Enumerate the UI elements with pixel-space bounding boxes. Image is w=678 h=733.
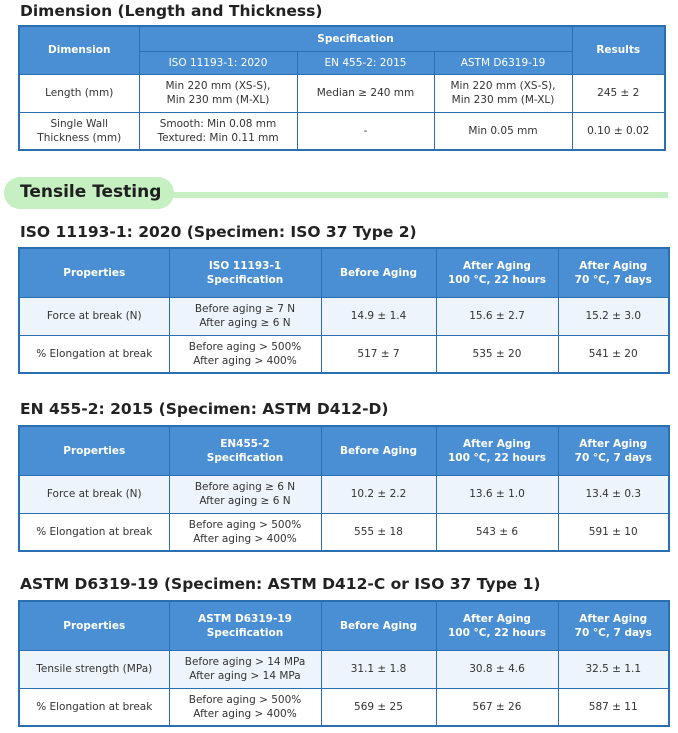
row-label: % Elongation at break: [19, 513, 169, 551]
before-value: 10.2 ± 2.2: [321, 475, 436, 513]
iso-value: Min 220 mm (XS-S), Min 230 mm (M-XL): [139, 74, 297, 112]
row-label: Tensile strength (MPa): [19, 650, 169, 688]
spec-value: Before aging ≥ 6 N After aging ≥ 6 N: [169, 475, 321, 513]
after100-value: 15.6 ± 2.7: [436, 297, 558, 335]
astm-value: Min 0.05 mm: [434, 112, 572, 150]
before-value: 555 ± 18: [321, 513, 436, 551]
row-label: % Elongation at break: [19, 335, 169, 373]
banner-line: [150, 192, 668, 198]
after-aging-70-header: After Aging 70 °C, 7 days: [558, 601, 669, 650]
specification-header: Specification: [139, 26, 572, 51]
after100-value: 543 ± 6: [436, 513, 558, 551]
after70-value: 15.2 ± 3.0: [558, 297, 669, 335]
after100-value: 567 ± 26: [436, 688, 558, 726]
row-label: Length (mm): [19, 74, 139, 112]
dimension-header: Dimension: [19, 26, 139, 74]
after-aging-100-header: After Aging 100 °C, 22 hours: [436, 426, 558, 475]
dimension-title: Dimension (Length and Thickness): [20, 2, 323, 20]
iso-spec-header: ISO 11193-1: 2020: [139, 51, 297, 74]
after70-value: 13.4 ± 0.3: [558, 475, 669, 513]
after70-value: 587 ± 11: [558, 688, 669, 726]
properties-header: Properties: [19, 601, 169, 650]
properties-header: Properties: [19, 426, 169, 475]
after-aging-70-header: After Aging 70 °C, 7 days: [558, 248, 669, 297]
before-value: 569 ± 25: [321, 688, 436, 726]
after-aging-70-header: After Aging 70 °C, 7 days: [558, 426, 669, 475]
before-aging-header: Before Aging: [321, 601, 436, 650]
table-row: [19, 650, 669, 688]
astm-value: Min 220 mm (XS-S), Min 230 mm (M-XL): [434, 74, 572, 112]
row-label: Force at break (N): [19, 475, 169, 513]
astm-spec-header: ASTM D6319-19: [434, 51, 572, 74]
tensile-banner-title: Tensile Testing: [20, 182, 162, 202]
en-spec-header: EN 455-2: 2015: [297, 51, 434, 74]
table-row: [19, 513, 669, 551]
en-tensile-table: [18, 425, 670, 552]
en-value: -: [297, 112, 434, 150]
row-label: Force at break (N): [19, 297, 169, 335]
after70-value: 591 ± 10: [558, 513, 669, 551]
iso-table-title: ISO 11193-1: 2020 (Specimen: ISO 37 Type 2): [20, 223, 417, 241]
spec-value: Before aging > 14 MPa After aging > 14 MPa: [169, 650, 321, 688]
table-row: [19, 688, 669, 726]
before-aging-header: Before Aging: [321, 426, 436, 475]
properties-header: Properties: [19, 248, 169, 297]
dimension-table: [18, 25, 666, 151]
table-row: [19, 297, 669, 335]
table-row: [19, 335, 669, 373]
table-row: [19, 112, 665, 150]
before-value: 31.1 ± 1.8: [321, 650, 436, 688]
en-table-title: EN 455-2: 2015 (Specimen: ASTM D412-D): [20, 400, 389, 418]
after100-value: 535 ± 20: [436, 335, 558, 373]
after70-value: 32.5 ± 1.1: [558, 650, 669, 688]
spec-value: Before aging > 500% After aging > 400%: [169, 335, 321, 373]
before-value: 14.9 ± 1.4: [321, 297, 436, 335]
spec-header: EN455-2 Specification: [169, 426, 321, 475]
en-value: Median ≥ 240 mm: [297, 74, 434, 112]
spec-header: ASTM D6319-19 Specification: [169, 601, 321, 650]
spec-value: Before aging > 500% After aging > 400%: [169, 688, 321, 726]
before-aging-header: Before Aging: [321, 248, 436, 297]
after100-value: 30.8 ± 4.6: [436, 650, 558, 688]
spec-header: ISO 11193-1 Specification: [169, 248, 321, 297]
row-label: % Elongation at break: [19, 688, 169, 726]
table-row: [19, 74, 665, 112]
after100-value: 13.6 ± 1.0: [436, 475, 558, 513]
astm-tensile-table: [18, 600, 670, 727]
table-row: [19, 475, 669, 513]
before-value: 517 ± 7: [321, 335, 436, 373]
row-label: Single Wall Thickness (mm): [19, 112, 139, 150]
after70-value: 541 ± 20: [558, 335, 669, 373]
iso-value: Smooth: Min 0.08 mm Textured: Min 0.11 mm: [139, 112, 297, 150]
after-aging-100-header: After Aging 100 °C, 22 hours: [436, 248, 558, 297]
results-header: Results: [572, 26, 665, 74]
result-value: 0.10 ± 0.02: [572, 112, 665, 150]
spec-value: Before aging ≥ 7 N After aging ≥ 6 N: [169, 297, 321, 335]
result-value: 245 ± 2: [572, 74, 665, 112]
astm-table-title: ASTM D6319-19 (Specimen: ASTM D412-C or ISO 37 Type 1): [20, 575, 541, 593]
spec-value: Before aging > 500% After aging > 400%: [169, 513, 321, 551]
iso-tensile-table: [18, 247, 670, 374]
after-aging-100-header: After Aging 100 °C, 22 hours: [436, 601, 558, 650]
